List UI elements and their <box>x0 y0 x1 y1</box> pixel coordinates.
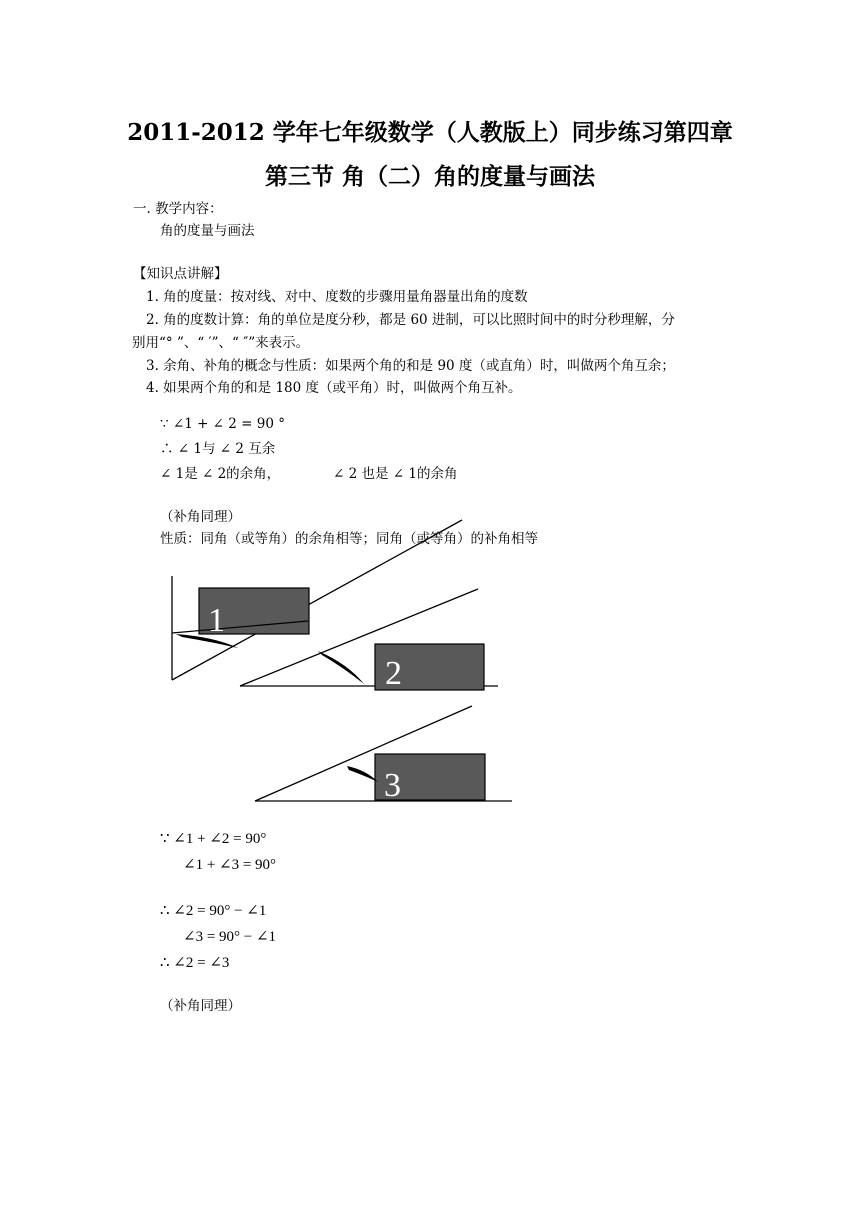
proof2-line5: ∴ ∠2 = ∠3 <box>160 955 230 971</box>
angle-mark-3 <box>347 766 378 782</box>
supplement-note-1: （补角同理） <box>160 509 241 525</box>
label-1-text: 1 <box>208 602 225 639</box>
knowledge-point-3: 3. 余角、补角的概念与性质：如果两个角的和是 90 度（或直角）时，叫做两个角互余； <box>146 358 675 374</box>
proof1-line2: ∴ ∠ 1与 ∠ 2 互余 <box>160 441 276 457</box>
knowledge-point-2-cont: 别用“° ”、“ ′”、“ ″”来表示。 <box>132 335 310 351</box>
proof2-line3: ∴ ∠2 = 90° − ∠1 <box>160 903 267 919</box>
knowledge-heading: 【知识点讲解】 <box>133 266 228 282</box>
proof1-line3a: ∠ 1是 ∠ 2的余角， <box>160 466 281 482</box>
knowledge-point-4: 4. 如果两个角的和是 180 度（或平角）时，叫做两个角互补。 <box>146 380 522 396</box>
section-heading: 一. 教学内容： <box>133 201 223 217</box>
label-2-text: 2 <box>385 655 402 692</box>
supplement-note-2: （补角同理） <box>160 998 241 1014</box>
document-title-line2: 第三节 角（二）角的度量与画法 <box>264 163 595 190</box>
proof2-line2: ∠1 + ∠3 = 90° <box>183 857 277 873</box>
angle-mark-1 <box>176 634 238 648</box>
property-statement: 性质：同角（或等角）的余角相等；同角（或等角）的补角相等 <box>160 531 538 547</box>
figure-3 <box>255 706 512 804</box>
proof1-line1: ∵ ∠1 + ∠ 2 = 90 ° <box>160 416 285 432</box>
knowledge-point-1: 1. 角的度量：按对线、对中、度数的步骤用量角器量出角的度数 <box>146 289 528 305</box>
proof1-line3b: ∠ 2 也是 ∠ 1的余角 <box>333 466 458 482</box>
label-3-text: 3 <box>384 767 401 804</box>
knowledge-point-2: 2. 角的度数计算：角的单位是度分秒，都是 60 进制，可以比照时间中的时分秒理解，分 <box>146 312 675 328</box>
angle-mark-2 <box>318 651 364 684</box>
proof2-line4: ∠3 = 90° − ∠1 <box>183 929 277 945</box>
document-title-line1: 2011-2012 学年七年级数学（人教版上）同步练习第四章 <box>127 119 733 146</box>
proof2-line1: ∵ ∠1 + ∠2 = 90° <box>160 831 267 847</box>
section-content: 角的度量与画法 <box>160 223 255 239</box>
